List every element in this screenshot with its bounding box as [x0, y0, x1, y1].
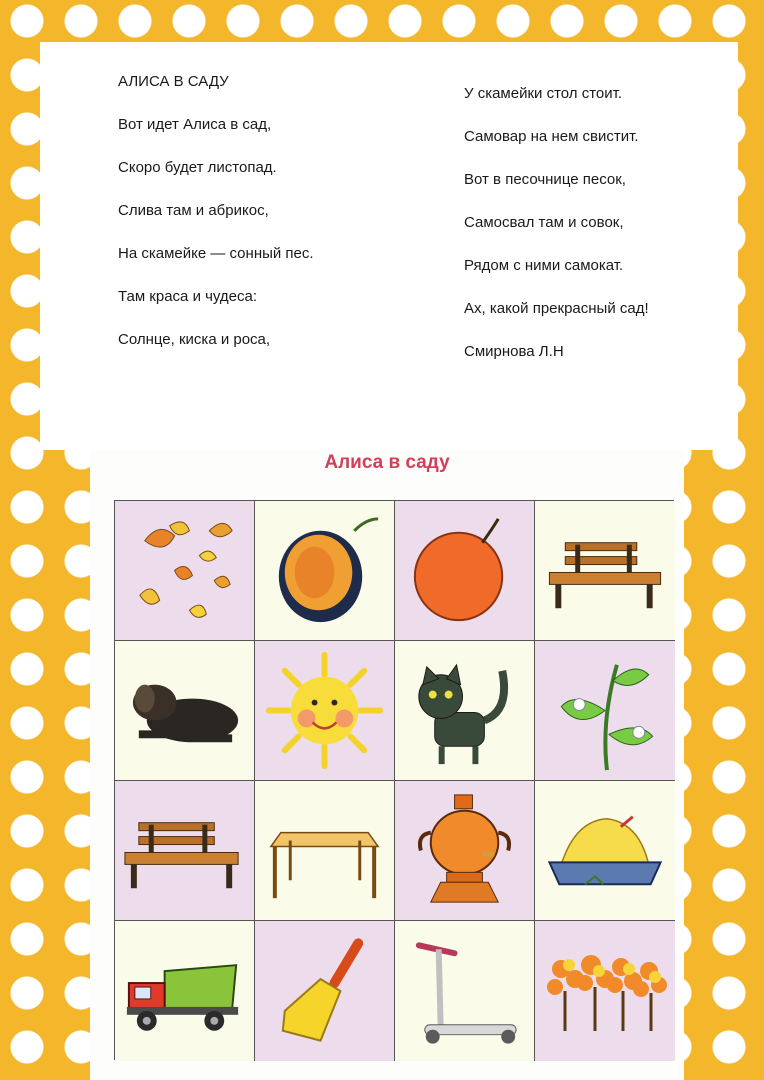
sun-picture	[255, 641, 394, 780]
dew-plant-picture	[535, 641, 675, 780]
poem-line: Там краса и чудеса:	[118, 288, 258, 305]
grid-cell	[255, 781, 395, 921]
poem-line: Вот в песочнице песок,	[464, 171, 626, 188]
grid-cell	[115, 641, 255, 781]
leaves-picture	[115, 501, 254, 640]
scooter-picture	[395, 921, 534, 1061]
poem-author: Смирнова Л.Н	[464, 343, 564, 360]
plum-picture	[255, 501, 394, 640]
grid-cell	[535, 641, 675, 781]
table-picture	[255, 781, 394, 920]
sandbox-picture	[535, 781, 675, 920]
samovar-picture	[395, 781, 534, 920]
poem-line: Самосвал там и совок,	[464, 214, 624, 231]
poem-line: Вот идет Алиса в сад,	[118, 116, 272, 133]
cat-picture	[395, 641, 534, 780]
grid-cell	[115, 921, 255, 1061]
poem-line: У скамейки стол стоит.	[464, 85, 623, 102]
scoop-picture	[255, 921, 394, 1061]
grid-cell	[535, 781, 675, 921]
picture-sheet	[90, 450, 684, 1080]
grid-cell	[395, 501, 535, 641]
grid-cell	[395, 921, 535, 1061]
bench-picture-2	[115, 781, 254, 920]
poem-line: Солнце, киска и роса,	[118, 331, 271, 348]
dog-picture	[115, 641, 254, 780]
sheet-title: Алиса в саду	[324, 452, 450, 473]
poem-line: Слива там и абрикос,	[118, 202, 269, 219]
apricot-picture	[395, 501, 534, 640]
poem-line: Самовар на нем свистит.	[464, 128, 639, 145]
dump-truck-picture	[115, 921, 254, 1061]
poem-right-column	[464, 84, 649, 385]
poem-title: АЛИСА В САДУ	[118, 73, 229, 90]
poem-line: Рядом с ними самокат.	[464, 257, 624, 274]
poem-card	[40, 42, 738, 450]
grid-cell	[255, 921, 395, 1061]
poem-line: На скамейке — сонный пес.	[118, 245, 314, 262]
grid-cell	[535, 921, 675, 1061]
grid-cell	[395, 781, 535, 921]
grid-cell	[115, 501, 255, 641]
grid-cell	[115, 781, 255, 921]
poem-line: Ах, какой прекрасный сад!	[464, 300, 649, 317]
trees-picture	[535, 921, 675, 1061]
grid-cell	[255, 641, 395, 781]
grid-cell	[535, 501, 675, 641]
grid-cell	[255, 501, 395, 641]
poem-line: Скоро будет листопад.	[118, 159, 277, 176]
grid-cell	[395, 641, 535, 781]
poem-left-column	[118, 72, 314, 373]
bench-picture	[535, 501, 675, 640]
picture-grid	[114, 500, 674, 1060]
